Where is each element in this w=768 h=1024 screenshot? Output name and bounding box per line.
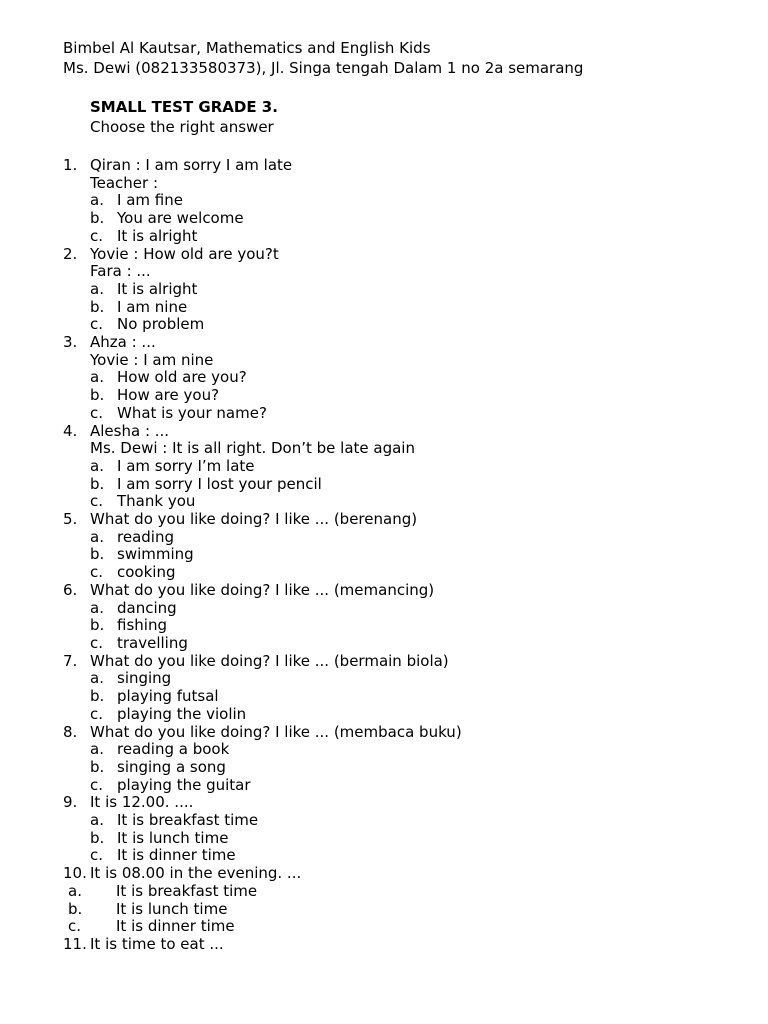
option-letter: b.: [90, 209, 105, 228]
question-item: [63, 724, 462, 742]
answer-option: [63, 741, 462, 759]
answer-option: [63, 883, 462, 901]
option-letter: b.: [90, 474, 105, 493]
option-text: reading a book: [117, 740, 230, 759]
answer-option: [63, 192, 462, 210]
option-letter: b.: [90, 757, 105, 776]
question-number: 9.: [63, 793, 78, 812]
question-number: 3.: [63, 333, 78, 352]
question-number: 5.: [63, 510, 78, 529]
question-text: Alesha : ...: [90, 421, 170, 440]
answer-option: [63, 529, 462, 547]
answer-option: [63, 564, 462, 582]
option-letter: a.: [90, 598, 104, 617]
question-number: 1.: [63, 156, 78, 174]
answer-option: [63, 812, 462, 830]
question-number: 8.: [63, 722, 78, 741]
option-letter: b.: [90, 828, 105, 847]
question-text: It is 08.00 in the evening. ...: [90, 864, 302, 883]
question-number: 10.: [63, 864, 87, 883]
question-item: [63, 511, 462, 529]
question-number: 7.: [63, 651, 78, 670]
option-letter: c.: [90, 492, 104, 511]
option-letter: a.: [90, 740, 104, 759]
option-letter: c.: [90, 633, 104, 652]
option-text: How old are you?: [117, 368, 247, 387]
answer-option: [63, 918, 462, 936]
answer-option: [63, 759, 462, 777]
header-school-line: Bimbel Al Kautsar, Mathematics and English Kids: [63, 39, 431, 57]
question-continuation: Yovie : I am nine: [90, 350, 214, 369]
question-text: What do you like doing? I like ... (membaca buku): [90, 722, 462, 741]
option-text: fishing: [117, 616, 167, 635]
answer-option: [63, 670, 462, 688]
option-letter: c.: [90, 563, 104, 582]
option-text: playing the guitar: [117, 775, 251, 794]
header: [63, 38, 583, 78]
option-text: You are welcome: [117, 209, 244, 228]
question-continuation: Ms. Dewi : It is all right. Don’t be late again: [90, 439, 415, 458]
question-number: 2.: [63, 244, 78, 263]
option-letter: c.: [90, 775, 104, 794]
question-continuation: Fara : ...: [90, 262, 151, 281]
option-letter: c.: [90, 846, 104, 865]
answer-option: [63, 387, 462, 405]
question-text: Qiran : I am sorry I am late: [90, 156, 293, 174]
option-letter: a.: [90, 669, 104, 688]
option-letter: a.: [90, 279, 104, 298]
question-continuation: Teacher :: [90, 173, 159, 192]
option-text: playing the violin: [117, 704, 247, 723]
question-text: It is 12.00. ....: [90, 793, 194, 812]
option-text: No problem: [117, 315, 205, 334]
question-text: What do you like doing? I like ... (berenang): [90, 510, 418, 529]
option-text: What is your name?: [117, 403, 267, 422]
option-text: I am sorry I lost your pencil: [117, 474, 322, 493]
option-letter: b.: [90, 297, 105, 316]
option-letter: a.: [90, 368, 104, 387]
answer-option: [63, 493, 462, 511]
option-letter: a.: [90, 456, 104, 475]
question-item: [63, 423, 462, 441]
option-letter: a.: [90, 191, 104, 210]
option-text: singing a song: [117, 757, 226, 776]
option-letter: a.: [90, 811, 104, 830]
answer-option: [63, 476, 462, 494]
question-list: [63, 157, 462, 954]
question-number: 4.: [63, 421, 78, 440]
option-text: It is lunch time: [116, 899, 228, 918]
test-title: SMALL TEST GRADE 3.: [90, 98, 278, 116]
option-letter: c.: [90, 315, 104, 334]
option-text: How are you?: [117, 386, 220, 405]
answer-option: [63, 228, 462, 246]
question-text: What do you like doing? I like ... (bermain biola): [90, 651, 449, 670]
answer-option: [63, 706, 462, 724]
question-item: [63, 246, 462, 264]
question-item: [63, 334, 462, 352]
option-letter: c.: [90, 403, 104, 422]
answer-option: [63, 210, 462, 228]
option-text: I am nine: [117, 297, 188, 316]
option-letter: c.: [68, 917, 82, 936]
answer-option: [63, 688, 462, 706]
option-text: I am fine: [117, 191, 183, 210]
option-text: Thank you: [117, 492, 196, 511]
option-text: It is alright: [117, 279, 198, 298]
option-text: playing futsal: [117, 687, 219, 706]
question-item: [63, 936, 462, 954]
option-text: It is lunch time: [117, 828, 229, 847]
question-item: [63, 653, 462, 671]
answer-option: [63, 617, 462, 635]
test-instruction: Choose the right answer: [90, 118, 274, 136]
option-text: It is alright: [117, 226, 198, 245]
question-item: [63, 865, 462, 883]
question-item: [63, 794, 462, 812]
question-item: [63, 582, 462, 600]
question-item: [63, 157, 462, 175]
answer-option: [63, 600, 462, 618]
answer-option: [63, 546, 462, 564]
question-number: 11.: [63, 934, 87, 953]
header-contact-line: Ms. Dewi (082133580373), Jl. Singa tengah Dalam 1 no 2a semarang: [63, 59, 584, 77]
answer-option: [63, 369, 462, 387]
answer-option: [63, 458, 462, 476]
option-letter: c.: [90, 226, 104, 245]
question-text: Yovie : How old are you?t: [90, 244, 279, 263]
answer-option: [63, 830, 462, 848]
question-number: 6.: [63, 580, 78, 599]
option-letter: a.: [90, 527, 104, 546]
option-letter: b.: [90, 687, 105, 706]
option-letter: c.: [90, 704, 104, 723]
option-letter: b.: [90, 616, 105, 635]
option-text: travelling: [117, 633, 188, 652]
answer-option: [63, 635, 462, 653]
test-title-block: [90, 97, 278, 137]
question-text: Ahza : ...: [90, 333, 156, 352]
question-text: It is time to eat ...: [90, 934, 224, 953]
answer-option: [63, 847, 462, 865]
option-letter: b.: [68, 899, 83, 918]
question-text: What do you like doing? I like ... (memancing): [90, 580, 435, 599]
option-text: cooking: [117, 563, 176, 582]
answer-option: [63, 299, 462, 317]
option-letter: b.: [90, 386, 105, 405]
answer-option: [63, 777, 462, 795]
option-letter: a.: [68, 881, 82, 900]
option-text: It is dinner time: [117, 846, 236, 865]
option-text: singing: [117, 669, 172, 688]
option-text: It is dinner time: [116, 917, 235, 936]
option-text: I am sorry I’m late: [117, 456, 255, 475]
answer-option: [63, 405, 462, 423]
answer-option: [63, 281, 462, 299]
answer-option: [63, 316, 462, 334]
answer-option: [63, 901, 462, 919]
option-text: swimming: [117, 545, 194, 564]
option-text: It is breakfast time: [117, 811, 259, 830]
option-text: reading: [117, 527, 174, 546]
option-letter: b.: [90, 545, 105, 564]
option-text: It is breakfast time: [116, 881, 258, 900]
option-text: dancing: [117, 598, 177, 617]
